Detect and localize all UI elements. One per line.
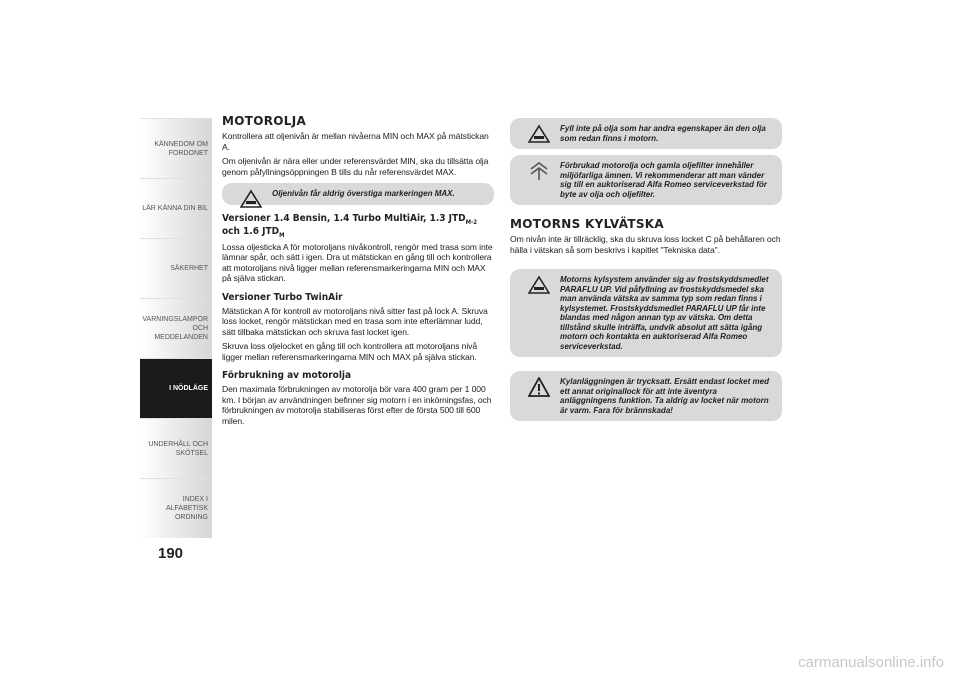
warning-text: Oljenivån får aldrig överstiga markeringen MAX. (272, 189, 455, 198)
environment-box (510, 155, 782, 205)
subheading-twinair: Versioner Turbo TwinAir (222, 291, 343, 303)
danger-text: Kylanläggningen är trycksatt. Ersätt endast locket med ett annat originallock för att inte äventyra anläggningens funktion. Ta aldrig av locket när motorn är varm. Fara för brännskada! (560, 377, 769, 415)
paragraph: Mätstickan A för kontroll av motoroljans nivå sitter fast på lock A. Skruva loss locket, rengör mätstickan med en trasa som inte efterlämnar ludd, sätt tillbaka mätstickan och skruva fast locket igen. (222, 305, 488, 337)
oil-can-icon (528, 124, 550, 144)
warning-triangle-icon (528, 377, 550, 397)
section-title-kylvatska: MOTORNS KYLVÄTSKA (510, 217, 664, 231)
subheading-forbrukning: Förbrukning av motorolja (222, 370, 352, 381)
warning-box (222, 183, 494, 205)
paragraph: Om oljenivån är nära eller under referensvärdet MIN, ska du tillsätta olja genom påfyllningsöppningen B tills du når referensvärdet MAX. (222, 156, 489, 177)
page-number: 190 (158, 545, 184, 562)
tab-i-nodlage[interactable]: I NÖDLÄGE (140, 358, 212, 418)
subheading-versions: Versioner 1.4 Bensin, 1.4 Turbo MultiAir, 1.3 $JTD_{M-2}$ och 1.6 $JTD_M$ (222, 212, 477, 239)
warning-text: Fyll inte på olja som har andra egenskaper än den olja som redan finns i motorn. (560, 124, 766, 143)
tab-varningslampor[interactable]: VARNINGSLAMPOR OCH MEDDELANDEN (140, 298, 212, 358)
right-column (510, 118, 782, 427)
section-title-motorolja: MOTOROLJA (222, 114, 307, 128)
tab-sakerhet[interactable]: SÄKERHET (140, 238, 212, 298)
recycle-tree-icon (528, 161, 550, 181)
tab-index[interactable]: INDEX I ALFABETISK ORDNING (140, 478, 212, 538)
paragraph: Om nivån inte är tillräcklig, ska du skruva loss locket C på behållaren och hälla i vätskan så som beskrivs i kapitlet "Tekniska data". (510, 234, 781, 255)
tab-underhall-och-skotsel[interactable]: UNDERHÅLL OCH SKÖTSEL (140, 418, 212, 478)
oil-can-icon (528, 275, 550, 295)
warning-box (510, 269, 782, 357)
paragraph: Den maximala förbrukningen av motorolja bör vara 400 gram per 1 000 km. I början av användningen befinner sig motorn i en inkörningsfas, och förbrukningen av motorolja stabiliseras först efter de första 500 till 600 milen. (222, 384, 492, 426)
environment-text: Förbrukad motorolja och gamla oljefilter innehåller miljöfarliga ämnen. Vi rekommenderar att man vänder sig till en auktoriserad Alfa Romeo serviceverkstad för byte av olja och oljefilter. (560, 161, 767, 199)
danger-box (510, 371, 782, 421)
warning-text: Motorns kylsystem använder sig av frostskyddsmedlet PARAFLU UP. Vid påfyllning av frostskyddsmedel ska man använda vätska av samma typ som redan finns i kylsystemet. Frostskyddsmedlet PARAFLU UP får inte blandas med någon annan typ av vätska. Om detta tillstånd skulle inträffa, undvik absolut att sätta igång motorn och kontakta en auktoriserad Alfa Romeo serviceverkstad. (560, 275, 769, 351)
paragraph: Kontrollera att oljenivån är mellan nivåerna MIN och MAX på mätstickan A. (222, 131, 489, 152)
left-column (222, 114, 494, 430)
warning-box (510, 118, 782, 149)
chapter-sidebar (140, 118, 212, 538)
paragraph: Skruva loss oljelocket en gång till och kontrollera att motoroljans nivå ligger mellan referensmarkeringarna MIN och MAX på själva stickan. (222, 341, 478, 362)
paragraph: Lossa oljesticka A för motoroljans nivåkontroll, rengör med trasa som inte lämnar spår, och sätt i igen. Dra ut mätstickan en gång till och kontrollera att motoroljans nivå ligger mellan referensmarkeringarna MIN och MAX på själva stickan. (222, 241, 493, 283)
oil-can-icon (240, 189, 262, 209)
tab-kannedom-om-fordonet[interactable]: KÄNNEDOM OM FORDONET (140, 118, 212, 178)
tab-lar-kanna-din-bil[interactable]: LÄR KÄNNA DIN BIL (140, 178, 212, 238)
watermark: carmanualsonline.info (798, 654, 944, 671)
